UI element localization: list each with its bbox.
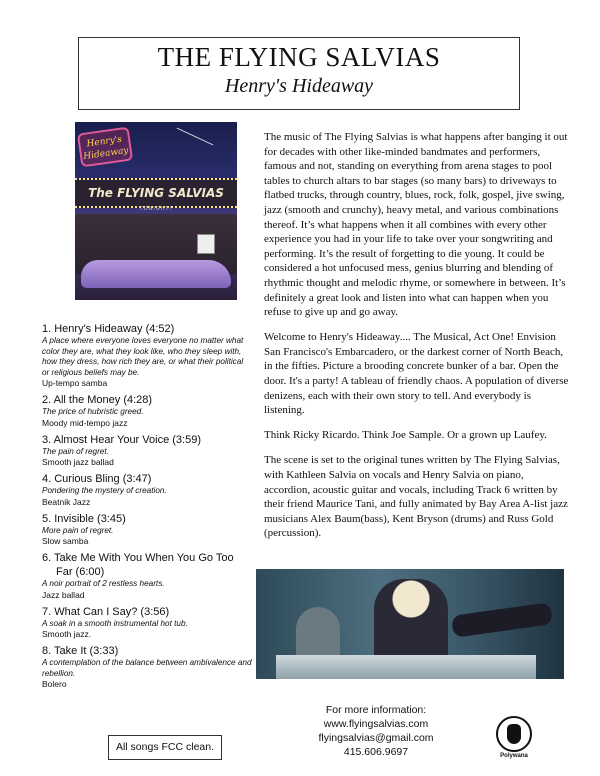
track-title: 6. Take Me With You When You Go Too Far (6:00) (42, 552, 234, 578)
track-item (42, 551, 252, 601)
vintage-car (81, 260, 231, 288)
piano (276, 655, 536, 679)
fcc-note: All songs FCC clean. (108, 735, 222, 760)
marquee-sign: The FLYING SALVIAS (75, 178, 237, 208)
track-item (42, 644, 252, 690)
track-description: Pondering the mystery of creation. (42, 486, 167, 495)
page-title: THE FLYING SALVIAS (157, 42, 441, 72)
paragraph-credits: The scene is set to the original tunes written by The Flying Salvias, with Kathleen Salvia on vocals and Henry Salvia on piano, accordion, acoustic guitar and vocals, including Track 6 written by their friend Maurice Tani, and fully animated by Bay Area A-list jazz musicians Alex Baum(bass), Kent Bryson (drums) and Russ Gold (percussion). (264, 454, 568, 540)
track-description: The pain of regret. (42, 446, 109, 456)
website-link[interactable]: www.flyingsalvias.com (323, 718, 429, 730)
pianist-figure (296, 607, 340, 659)
shooting-star (177, 128, 214, 146)
singer-figure (374, 579, 448, 659)
track-item (42, 472, 252, 508)
label-logo (494, 716, 534, 766)
track-item (42, 433, 252, 469)
track-style: Jazz ballad (42, 589, 85, 600)
contact-heading: For more information: (325, 704, 427, 716)
track-description: A place where everyone loves everyone no matter what color they are, what they look like, who they sleep with, how they dress, how rich they are, or what their political or religious beliefs may be. (42, 336, 244, 377)
description-text (264, 130, 572, 551)
track-title: 5. Invisible (3:45) (42, 512, 126, 525)
record-label-icon (496, 716, 532, 752)
contact-info (290, 703, 462, 759)
track-title: 3. Almost Hear Your Voice (3:59) (42, 433, 201, 446)
album-cover-image (75, 122, 237, 300)
track-style: Smooth jazz ballad (42, 457, 114, 467)
track-title: 8. Take It (3:33) (42, 645, 119, 657)
neon-sign-line2: Hideaway (82, 145, 130, 163)
track-style: Bolero (42, 679, 67, 689)
track-style: Smooth jazz. (42, 629, 92, 639)
track-item (42, 393, 252, 429)
marquee-subtext: TONIGHT! (139, 206, 173, 212)
track-title: 7. What Can I Say? (3:56) (42, 605, 170, 618)
phone-number: 415.606.9697 (343, 746, 409, 758)
track-item (42, 605, 252, 641)
paragraph-welcome: Welcome to Henry's Hideaway.... The Musical, Act One! Envision San Francisco's Embarcadero, or the darkest corner of North Beach, in the fifties. Picture a brooding concrete bunker of a bar. Open the door. It's a party! A tableau of friendly chaos. A population of diverse denizens, each with their own story to tell. And everybody is listening. (264, 331, 569, 417)
track-description: More pain of regret. (42, 525, 114, 535)
track-description: A soak in a smooth instrumental hot tub. (42, 618, 188, 628)
track-title: 2. All the Money (4:28) (42, 394, 153, 406)
paragraph-think: Think Ricky Ricardo. Think Joe Sample. Or a grown up Laufey. (264, 429, 547, 442)
logo-label: Polywana (500, 753, 528, 759)
title-box (78, 37, 520, 110)
track-description: A contemplation of the balance between ambivalence and rebellion. (42, 658, 252, 678)
neon-sign (77, 127, 133, 168)
track-description: The price of hubristic greed. (42, 407, 144, 416)
track-list (42, 322, 252, 694)
track-item (42, 322, 252, 389)
email-link[interactable]: flyingsalvias@gmail.com (318, 732, 434, 744)
track-style: Slow samba (42, 536, 89, 546)
neon-sign-line1: Henry's (86, 134, 123, 150)
track-item (42, 512, 252, 548)
track-description: A noir portrait of 2 restless hearts. (42, 579, 165, 588)
paragraph-intro: The music of The Flying Salvias is what happens after banging it out for decades with other like-minded bandmates and performers, famous and not, standing on everything from arena stages to pool tables to church altars to bar stages (so many bars) to driveways to flatbed trucks, through country, blues, rock, folk, gospel, jive swing, jazz (smooth and crunchy), heavy metal, and various combinations thereof. It’s what happens when it all combines with every other experience you had in your life to take over your songwriting and performing. It’s the result of forgetting to die young. It could be considered a hot unfocused mess, genius blurring and blending of rhythmic thought and melodic rhyme, or somewhere in between. It’s definitely a great look and listen into what can happen when you refuse to give up and go away. (264, 131, 568, 319)
track-title: 4. Curious Bling (3:47) (42, 473, 152, 485)
track-style: Moody mid-tempo jazz (42, 417, 128, 428)
track-style: Up-tempo samba (42, 378, 108, 388)
album-subtitle: Henry's Hideaway (224, 75, 374, 97)
reclining-figure (451, 602, 553, 638)
poster-frame (197, 234, 215, 254)
band-photo (256, 569, 564, 679)
track-style: Beatnik Jazz (42, 496, 91, 507)
track-title: 1. Henry's Hideaway (4:52) (42, 323, 175, 335)
